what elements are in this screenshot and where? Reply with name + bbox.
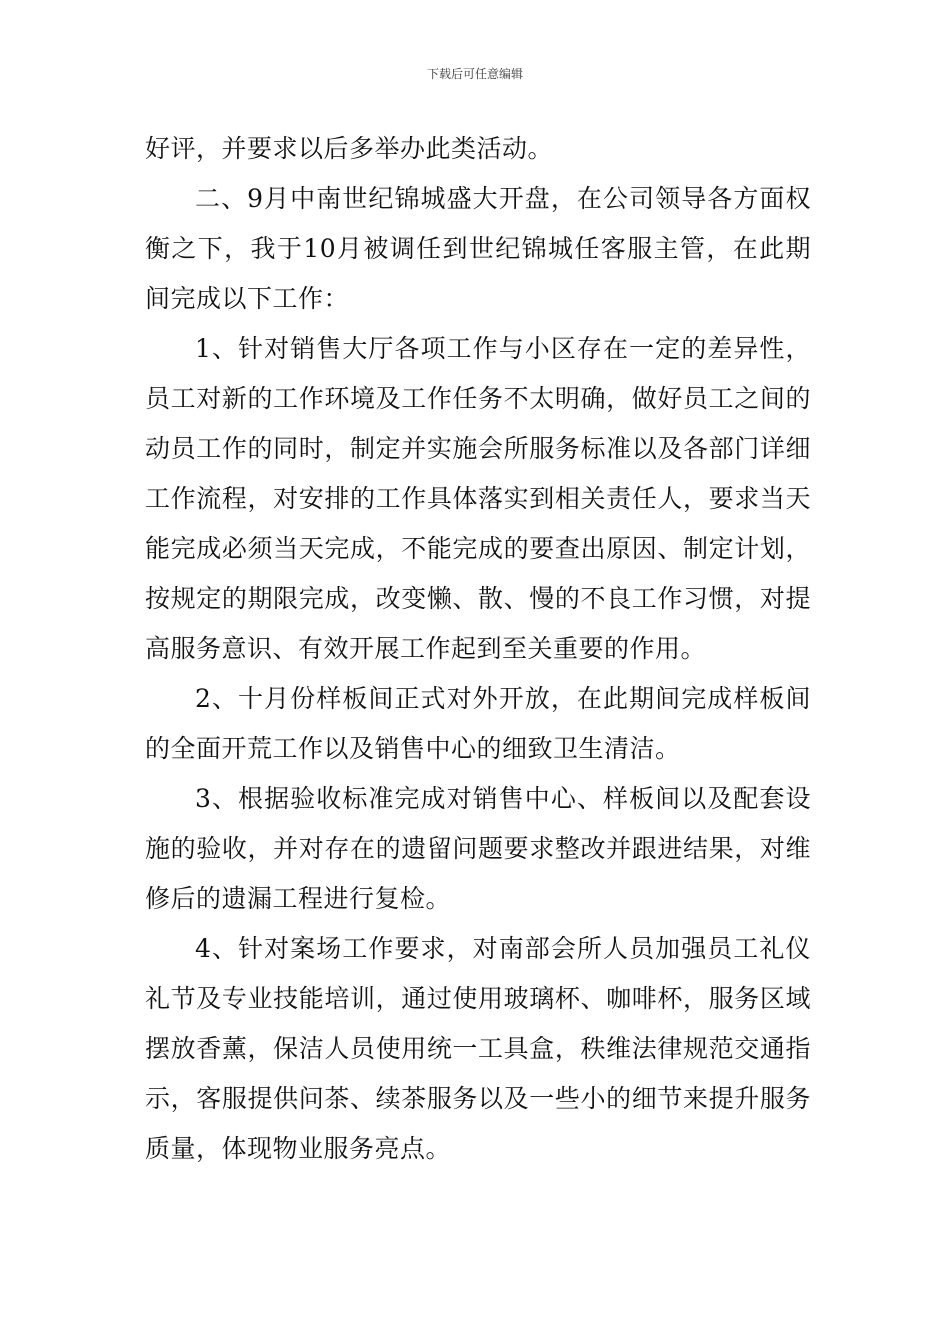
paragraph-item-1: 1、针对销售大厅各项工作与小区存在一定的差异性，员工对新的工作环境及工作任务不太明确，做好员工之间的动员工作的同时，制定并实施会所服务标准以及各部门详细工作流程，对安排的工作具体落实到相关责任人，要求当天能完成必须当天完成，不能完成的要查出原因、制定计划，按规定的期限完成，改变懒、散、慢的不良工作习惯，对提高服务意识、有效开展工作起到至关重要的作用。 bbox=[145, 334, 811, 663]
paragraph-section-two: 二、9月中南世纪锦城盛大开盘，在公司领导各方面权衡之下，我于10月被调任到世纪锦城任客服主管，在此期间完成以下工作： bbox=[145, 184, 811, 313]
document-body bbox=[145, 124, 811, 1174]
paragraph-continuation: 好评，并要求以后多举办此类活动。 bbox=[145, 134, 554, 163]
paragraph-item-4: 4、针对案场工作要求，对南部会所人员加强员工礼仪礼节及专业技能培训，通过使用玻璃杯、咖啡杯，服务区域摆放香薰，保洁人员使用统一工具盒，秩维法律规范交通指示，客服提供问茶、续茶服务以及一些小的细节来提升服务质量，体现物业服务亮点。 bbox=[145, 934, 811, 1163]
paragraph-item-2: 2、十月份样板间正式对外开放，在此期间完成样板间的全面开荒工作以及销售中心的细致卫生清洁。 bbox=[145, 684, 811, 763]
paragraph-item-3: 3、根据验收标准完成对销售中心、样板间以及配套设施的验收，并对存在的遗留问题要求整改并跟进结果，对维修后的遗漏工程进行复检。 bbox=[145, 784, 811, 913]
page-header: 下载后可任意编辑 bbox=[426, 67, 523, 81]
